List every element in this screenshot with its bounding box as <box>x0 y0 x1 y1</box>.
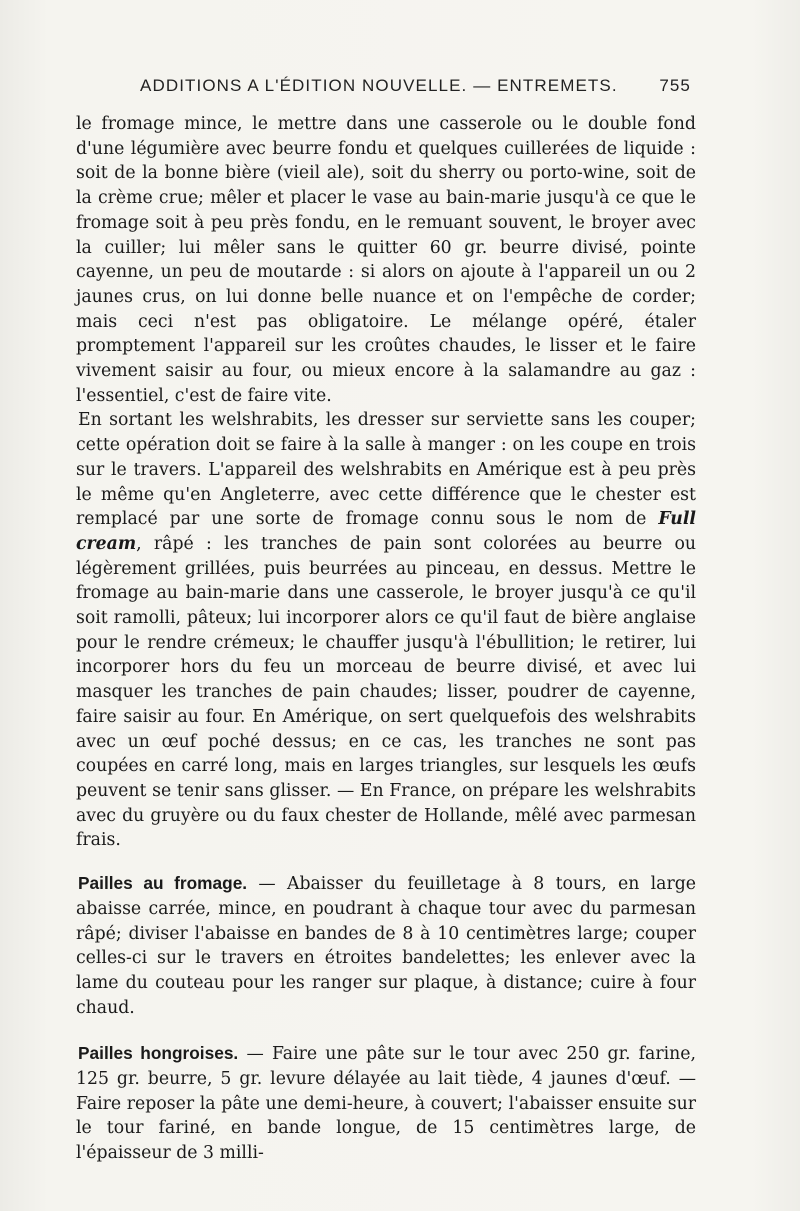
paragraph-welshrabit-serving <box>76 408 696 853</box>
recipe-text: — Abaisser du feuilletage à 8 tours, en large abaisse carrée, mince, en poudrant à chaque tour avec du parmesan râpé; diviser l'abaisse en bandes de 8 à 10 centimètres large; couper celles-ci sur le travers en étroites bandelettes; les enlever avec la lame du couteau pour les ranger sur plaque, à distance; cuire à four chaud. <box>76 874 696 1018</box>
recipe-title: Pailles hongroises. <box>78 1043 239 1064</box>
italic-term: Full cream <box>76 509 696 554</box>
body-text <box>76 112 696 1166</box>
recipe-pailles-au-fromage <box>76 871 696 1020</box>
running-header <box>140 76 690 102</box>
page-number: 755 <box>659 76 691 95</box>
paragraph-text: , râpé : les tranches de pain sont colorées au beurre ou légèrement grillées, puis beurrées au pinceau, en dessus. Mettre le fromage au bain-marie dans une casserole, le broyer jusqu'à ce qu'il soit ramolli, pâteux; lui incorporer alors ce qu'il faut de bière anglaise pour le rendre crémeux; le chauffer jusqu'à l'ébullition; le retirer, lui incorporer hors du feu un morceau de beurre divisé, et avec lui masquer les tranches de pain chaudes; lisser, poudrer de cayenne, faire saisir au four. En Amérique, on sert quelquefois des welshrabits avec un œuf poché dessus; en ce cas, les tranches ne sont pas coupées en carré long, mais en larges triangles, sur lesquels les œufs peuvent se tenir sans glisser. — En France, on prépare les welshrabits avec du gruyère ou du faux chester de Hollande, mêlé avec parmesan frais. <box>76 533 696 851</box>
paragraph-text: le fromage mince, le mettre dans une casserole ou le double fond d'une légumière avec beurre fondu et quelques cuillerées de liquide : soit de la bonne bière (vieil ale), soit du sherry ou porto-wine, soit de la crème crue; mêler et placer le vase au bain-marie jusqu'à ce que le fromage soit à peu près fondu, en le remuant souvent, le broyer avec la cuiller; lui mêler sans le quitter 60 gr. beurre divisé, pointe cayenne, un peu de moutarde : si alors on ajoute à l'appareil un ou 2 jaunes crus, on lui donne belle nuance et on l'empêche de corder; mais ceci n'est pas obligatoire. Le mélange opéré, étaler promptement l'appareil sur les croûtes chaudes, le lisser et le faire vivement saisir au four, ou mieux encore à la salamandre au gaz : l'essentiel, c'est de faire vite. <box>76 114 696 406</box>
running-title: ADDITIONS A L'ÉDITION NOUVELLE. — ENTREMETS. <box>140 76 618 95</box>
recipe-title: Pailles au fromage. <box>78 873 248 894</box>
paragraph-text: En sortant les welshrabits, les dresser sur serviette sans les couper; cette opération doit se faire à la salle à manger : on les coupe en trois sur le travers. L'appareil des welshrabits en Amérique est à peu près le même qu'en Angleterre, avec cette différence que le chester est remplacé par une sorte de fromage connu sous le nom de <box>76 410 696 530</box>
recipe-pailles-hongroises <box>76 1041 696 1166</box>
paragraph-welshrabit-continuation <box>76 112 696 408</box>
recipe-text: — Faire une pâte sur le tour avec 250 gr. farine, 125 gr. beurre, 5 gr. levure délayée au lait tiède, 4 jaunes d'œuf. — Faire reposer la pâte une demi-heure, à couvert; l'abaisser ensuite sur le tour fariné, en bande longue, de 15 centimètres large, de l'épaisseur de 3 milli- <box>76 1044 696 1164</box>
